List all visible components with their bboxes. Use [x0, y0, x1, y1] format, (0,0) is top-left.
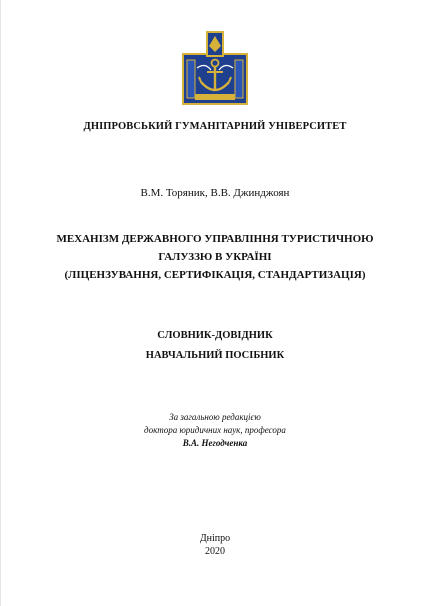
university-name: ДНІПРОВСЬКИЙ ГУМАНІТАРНИЙ УНІВЕРСИТЕТ — [83, 121, 347, 132]
genre-textbook: НАВЧАЛЬНИЙ ПОСІБНИК — [145, 350, 285, 361]
book-title-line-1: МЕХАНІЗМ ДЕРЖАВНОГО УПРАВЛІННЯ ТУРИСТИЧНОЮ — [56, 233, 374, 245]
book-title-line-2: ГАЛУЗЗЮ В УКРАЇНІ — [158, 251, 272, 263]
genre-dictionary: СЛОВНИК-ДОВІДНИК — [157, 330, 273, 341]
book-title-line-3: (ЛІЦЕНЗУВАННЯ, СЕРТИФІКАЦІЯ, СТАНДАРТИЗАЦІЯ) — [64, 269, 366, 281]
imprint — [1, 532, 428, 558]
editor-block — [1, 411, 428, 450]
editor-name: В.А. Негодченка — [182, 438, 248, 448]
imprint-year: 2020 — [205, 546, 225, 557]
book-title — [1, 230, 428, 284]
editor-line-2: доктора юридичних наук, професора — [144, 425, 286, 435]
editor-line-1: За загальною редакцією — [169, 412, 261, 422]
university-emblem-icon — [181, 30, 249, 106]
imprint-city: Дніпро — [199, 533, 231, 544]
authors: В.М. Торяник, В.В. Джинджоян — [140, 187, 290, 199]
